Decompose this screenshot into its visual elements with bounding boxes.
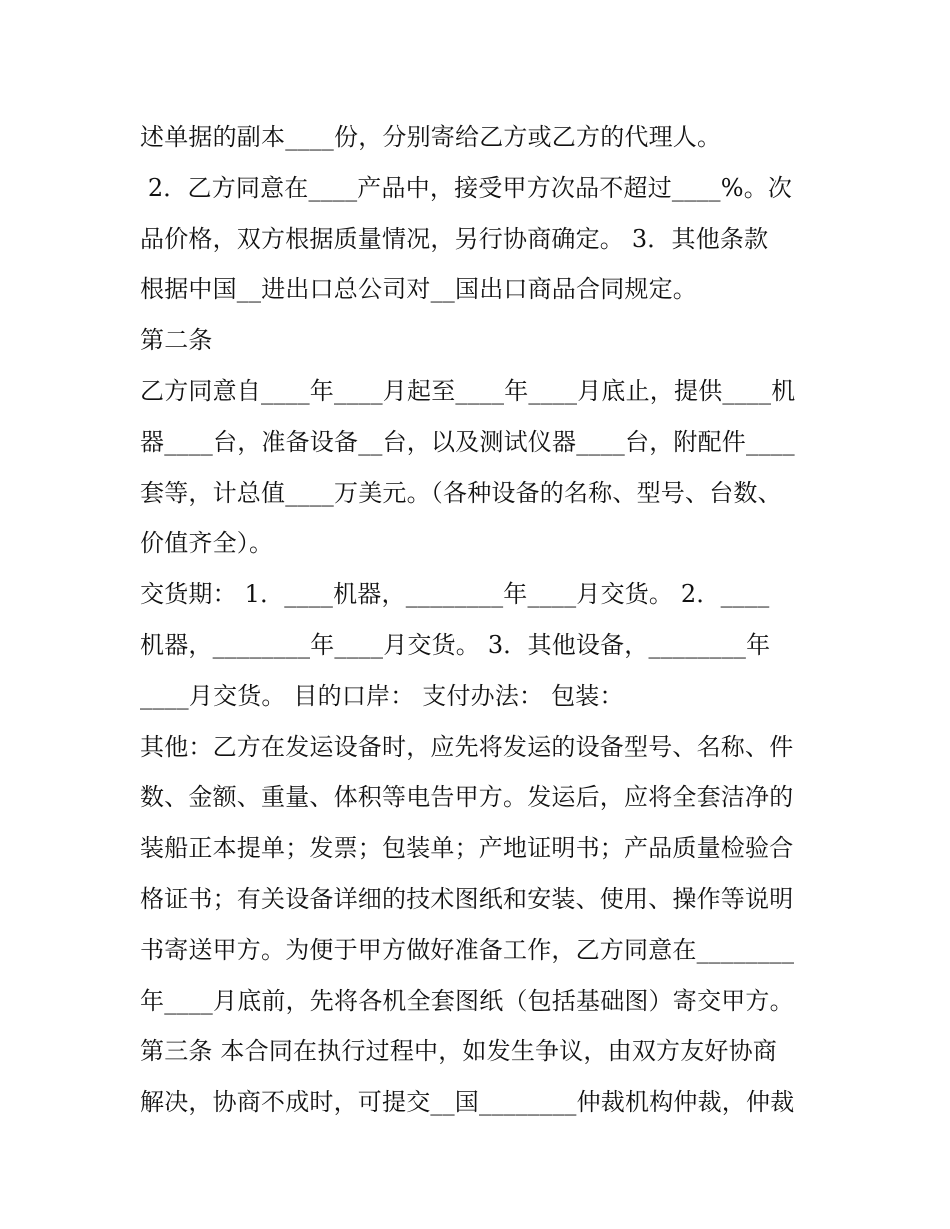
text-line-15: 装船正本提单；发票；包装单；产地证明书；产品质量检验合: [140, 834, 794, 863]
text-line-6: 乙方同意自____年____月起至____年____月底止，提供____机: [140, 376, 796, 405]
document-page: [140, 112, 820, 1128]
text-line-11: 机器，________年____月交货。 3．其他设备，________年: [140, 630, 771, 659]
text-line-10: 交货期： 1．____机器，________年____月交货。 2．____: [140, 580, 770, 609]
text-line-8: 套等，计总值____万美元。（各种设备的名称、型号、台数、: [140, 478, 782, 507]
section-heading-article-3: 第三条 本合同在执行过程中，如发生争议，由双方友好协商: [140, 1037, 778, 1066]
section-heading-article-2: 第二条: [140, 326, 213, 355]
text-line-14: 数、金额、重量、体积等电告甲方。发运后，应将全套洁净的: [140, 783, 794, 812]
text-line-18: 年____月底前，先将各机全套图纸（包括基础图）寄交甲方。: [140, 986, 794, 1015]
text-line-12: ____月交货。 目的口岸： 支付办法： 包装：: [140, 681, 624, 710]
text-line-16: 格证书；有关设备详细的技术图纸和安装、使用、操作等说明: [140, 884, 794, 913]
text-line-2: 2．乙方同意在____产品中，接受甲方次品不超过____%。次: [140, 173, 793, 202]
text-line-17: 书寄送甲方。为便于甲方做好准备工作，乙方同意在________: [140, 935, 795, 964]
text-line-1: 述单据的副本____份，分别寄给乙方或乙方的代理人。: [140, 123, 722, 151]
text-line-3: 品价格，双方根据质量情况，另行协商确定。 3．其他条款: [140, 224, 769, 253]
text-line-4: 根据中国__进出口总公司对__国出口商品合同规定。: [140, 275, 697, 304]
text-line-7: 器____台，准备设备__台，以及测试仪器____台，附配件____: [140, 427, 795, 456]
text-line-9: 价值齐全）。: [140, 529, 274, 558]
text-line-20: 解决，协商不成时，可提交__国________仲裁机构仲裁，仲裁: [140, 1088, 795, 1117]
text-line-13: 其他：乙方在发运设备时，应先将发运的设备型号、名称、件: [140, 732, 794, 761]
